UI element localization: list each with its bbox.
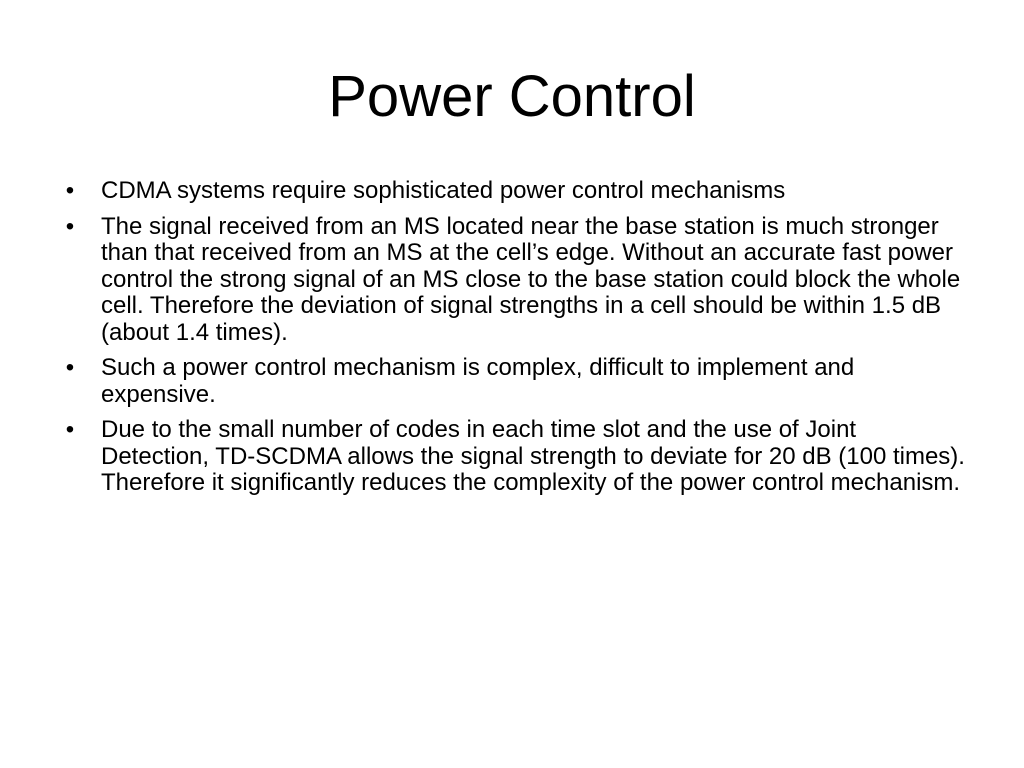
bullet-text: Such a power control mechanism is complex, difficult to implement and expensive.: [101, 354, 855, 408]
bullet-text: Due to the small number of codes in each time slot and the use of Joint Detection, TD-SCDMA allows the signal strength to deviate for 20 dB (100 times). Therefore it significantly reduces the complexity of the power control mechanism.: [101, 416, 965, 496]
bullet-marker: •: [65, 354, 75, 381]
bullet-item: [60, 178, 965, 205]
bullet-text: CDMA systems require sophisticated power control mechanisms: [101, 177, 786, 204]
bullet-text: The signal received from an MS located near the base station is much stronger than that received from an MS at the cell’s edge. Without an accurate fast power control the strong signal of an MS close to the base station could block the whole cell. Therefore the deviation of signal strengths in a cell should be within 1.5 dB (about 1.4 times).: [101, 212, 961, 346]
slide-title: Power Control: [328, 64, 696, 129]
bullet-marker: •: [65, 177, 75, 204]
bullet-marker: •: [65, 212, 75, 240]
bullet-item: [60, 214, 965, 347]
bullet-item: [60, 355, 965, 408]
bullet-marker: •: [65, 416, 75, 443]
bullet-list: [60, 178, 965, 506]
bullet-item: [60, 417, 965, 497]
